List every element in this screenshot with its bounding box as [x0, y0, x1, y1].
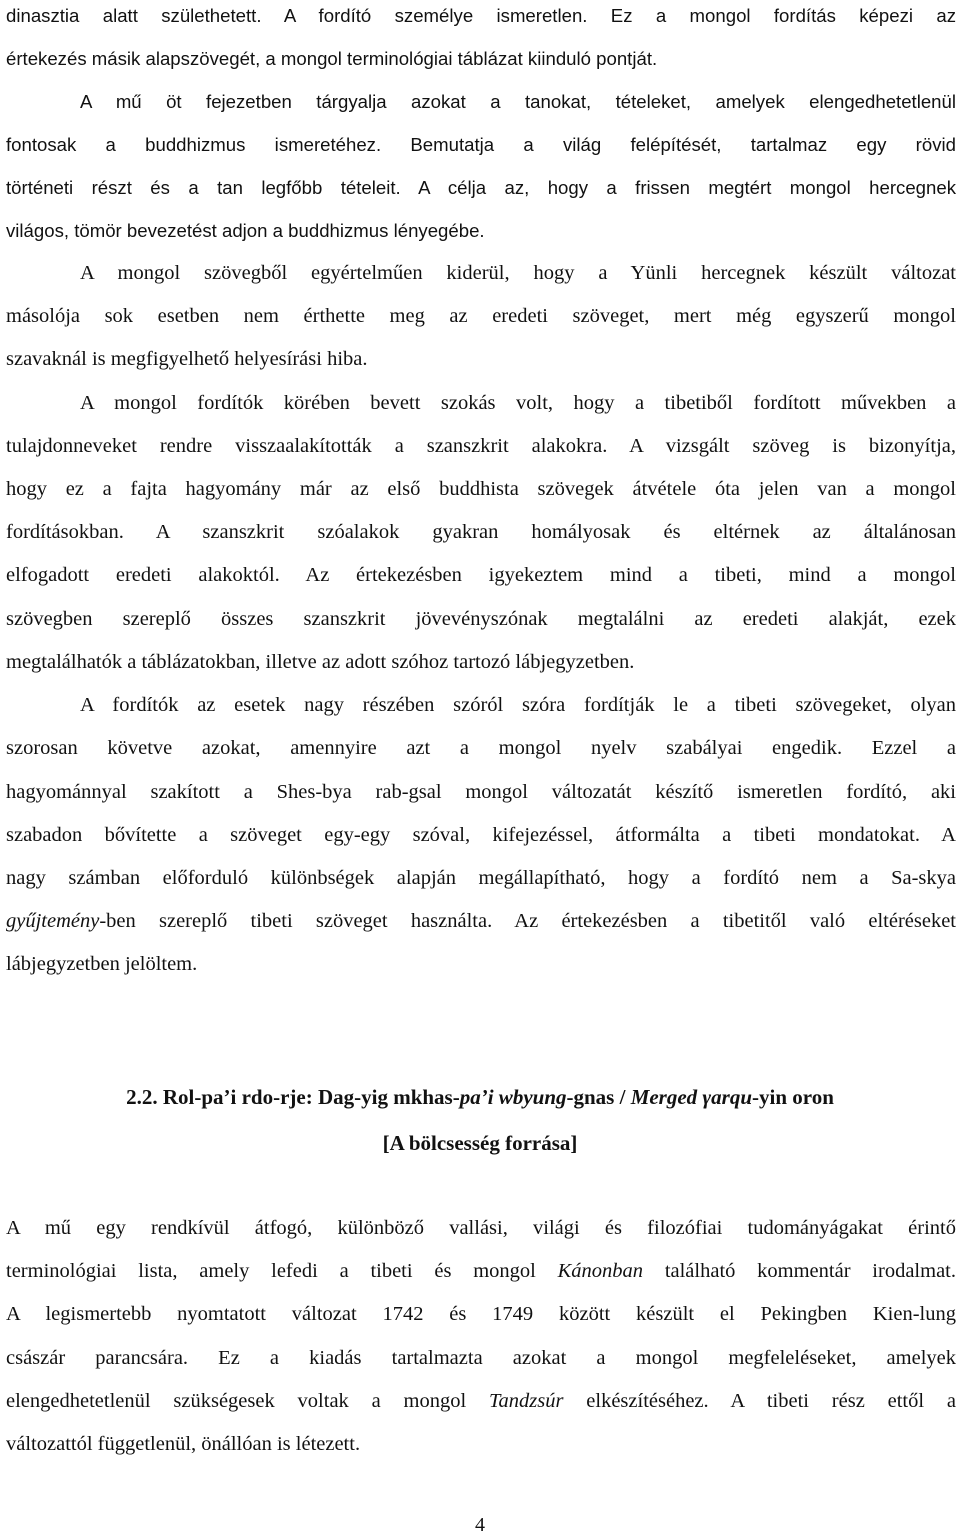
paragraph-line: lábjegyzetben jelöltem. [6, 953, 198, 975]
paragraph-line: A mongol szövegből egyértelműen kiderül, hogy a Yünli hercegnek készült változat [80, 262, 956, 284]
text-span: elengedhetetlenül szükségesek voltak a mongol [6, 1390, 490, 1412]
italic-term: Kánonban [557, 1260, 644, 1282]
heading-part: -yin oron [752, 1085, 834, 1109]
italic-term: Tandzsúr [489, 1390, 564, 1412]
paragraph-line [6, 131, 956, 159]
paragraph-line: hagyománnyal szakított a Shes-bya rab-gsal mongol változatát készítő ismeretlen fordító, aki [6, 781, 956, 803]
paragraph-line: A legismertebb nyomtatott változat 1742 és 1749 között készült el Pekingben Kien-lung [6, 1303, 956, 1325]
paragraph-line: szorosan követve azokat, amennyire azt a mongol nyelv szabályai engedik. Ezzel a [6, 737, 956, 759]
paragraph-line [6, 1387, 956, 1415]
paragraph-line: fordításokban. A szanszkrit szóalakok gyakran homályosak és eltérnek az általánosan [6, 521, 956, 543]
paragraph-line [6, 907, 956, 935]
paragraph-line: A fordítók az esetek nagy részében szóról szóra fordítják le a tibeti szövegeket, olyan [80, 694, 956, 716]
text-span: -ben szereplő tibeti szöveget használta. Az értekezésben a tibetitől való eltéréseket [99, 910, 956, 932]
paragraph-line: világos, tömör bevezetést adjon a buddhizmus lényegébe. [6, 220, 485, 241]
paragraph-line: nagy számban előforduló különbségek alapján megállapítható, hogy a fordító nem a Sa-skya [6, 867, 956, 889]
paragraph-line: dinasztia alatt születhetett. A fordító személye ismeretlen. Ez a mongol fordítás képezi az [6, 5, 956, 26]
paragraph-line: értekezés másik alapszövegét, a mongol terminológiai táblázat kiinduló pontját. [6, 48, 658, 69]
heading-italic: Merged γarqu [630, 1085, 753, 1109]
heading-part: -gnas / [566, 1085, 631, 1109]
text-span: található kommentár irodalmat. [643, 1260, 956, 1282]
paragraph-line: szövegben szereplő összes szanszkrit jövevényszónak megtalálni az eredeti alakját, ezek [6, 608, 956, 630]
paragraph-line: szavaknál is megfigyelhető helyesírási hiba. [6, 348, 368, 370]
paragraph-line: tulajdonneveket rendre visszaalakították a szanszkrit alakokra. A vizsgált szöveg is bizonyítja, [6, 435, 956, 457]
text-span: A célja az, hogy a frissen megtért mongol hercegnek [400, 177, 956, 198]
section-subheading: [A bölcsesség forrása] [382, 1131, 578, 1155]
italic-term: gyűjtemény [6, 910, 100, 932]
text-span: fontosak a buddhizmus ismeretéhez. [6, 134, 382, 155]
text-span: Bemutatja a világ felépítését, tartalmaz egy rövid [381, 134, 956, 155]
page-number: 4 [475, 1514, 485, 1536]
paragraph-line [6, 1257, 956, 1285]
text-span: elkészítéséhez. A tibeti rész ettől a [563, 1390, 956, 1412]
paragraph-line: császár parancsára. Ez a kiadás tartalmazta azokat a mongol megfeleléseket, amelyek [6, 1347, 956, 1369]
heading-italic: pa’i wbyung [459, 1085, 567, 1109]
paragraph-line: megtalálhatók a táblázatokban, illetve az adott szóhoz tartozó lábjegyzetben. [6, 651, 635, 673]
paragraph-line: A mongol fordítók körében bevett szokás volt, hogy a tibetiből fordított művekben a [80, 392, 956, 414]
paragraph-line: elfogadott eredeti alakoktól. Az értekezésben igyekeztem mind a tibeti, mind a mongol [6, 564, 956, 586]
text-span: terminológiai lista, amely lefedi a tibeti és mongol [6, 1260, 558, 1282]
heading-part: 2.2. Rol-pa’i rdo-rje: Dag-yig mkhas- [126, 1085, 460, 1109]
paragraph-line [6, 174, 956, 202]
section-heading [0, 1083, 960, 1111]
paragraph-line: szabadon bővítette a szöveget egy-egy szóval, kifejezéssel, átformálta a tibeti mondatokat. A [6, 824, 956, 846]
text-span: történeti részt és a tan legfőbb tételeit. [6, 177, 401, 198]
paragraph-line: hogy ez a fajta hagyomány már az első buddhista szövegek átvétele óta jelen van a mongol [6, 478, 956, 500]
paragraph-line: A mű egy rendkívül átfogó, különböző vallási, világi és filozófiai tudományágakat érintő [6, 1217, 956, 1239]
paragraph-line: A mű öt fejezetben tárgyalja azokat a tanokat, tételeket, amelyek elengedhetetlenül [80, 91, 956, 112]
paragraph-line: másolója sok esetben nem érthette meg az eredeti szöveget, mert még egyszerű mongol [6, 305, 956, 327]
paragraph-line: változattól függetlenül, önállóan is létezett. [6, 1433, 361, 1455]
